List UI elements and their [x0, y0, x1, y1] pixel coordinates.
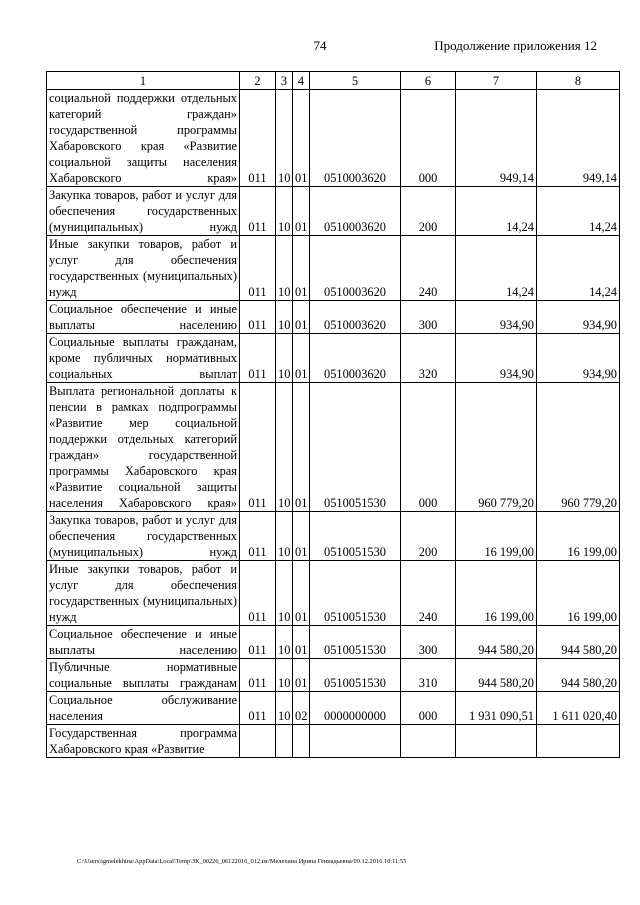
section-code: [276, 725, 293, 758]
amount-2018: 14,24: [537, 187, 620, 236]
column-header: 6: [401, 72, 456, 90]
table-row: [47, 561, 620, 626]
column-header: 4: [293, 72, 310, 90]
ministry-code: 011: [240, 334, 276, 383]
table-row: [47, 626, 620, 659]
target-article-code: [310, 725, 401, 758]
ministry-code: 011: [240, 659, 276, 692]
row-description: Государственная программа Хабаровского края «Развитие: [47, 725, 240, 758]
subsection-code: 01: [293, 561, 310, 626]
table-row: [47, 236, 620, 301]
section-code: 10: [276, 561, 293, 626]
subsection-code: 01: [293, 334, 310, 383]
expense-type-code: 000: [401, 90, 456, 187]
amount-2018: [537, 725, 620, 758]
section-code: 10: [276, 90, 293, 187]
subsection-code: 01: [293, 626, 310, 659]
expense-type-code: 200: [401, 512, 456, 561]
table-row: [47, 334, 620, 383]
expense-type-code: 300: [401, 301, 456, 334]
amount-2017: 944 580,20: [456, 626, 537, 659]
row-description: Публичные нормативные социальные выплаты гражданам: [47, 659, 240, 692]
table-row: [47, 187, 620, 236]
amount-2018: 944 580,20: [537, 659, 620, 692]
column-header: 8: [537, 72, 620, 90]
subsection-code: 01: [293, 236, 310, 301]
expense-type-code: 240: [401, 236, 456, 301]
ministry-code: 011: [240, 187, 276, 236]
expense-type-code: 320: [401, 334, 456, 383]
section-code: 10: [276, 512, 293, 561]
page-number: 74: [313, 38, 327, 53]
section-code: 10: [276, 236, 293, 301]
subsection-code: [293, 725, 310, 758]
section-code: 10: [276, 692, 293, 725]
column-header: 5: [310, 72, 401, 90]
section-code: 10: [276, 334, 293, 383]
file-path-footer: C:\Users\igmelekhina\AppData\Local\Temp\ЗК_00226_06122016_012.tsr/Мелехина Ирина Геннадьевна/09.12.2016 10:11:55: [77, 858, 407, 865]
appendix-continuation-label: Продолжение приложения 12: [434, 38, 597, 53]
target-article-code: 0510003620: [310, 301, 401, 334]
target-article-code: 0510051530: [310, 383, 401, 512]
target-article-code: 0510051530: [310, 561, 401, 626]
row-description: Социальное обслуживание населения: [47, 692, 240, 725]
row-description: Иные закупки товаров, работ и услуг для обеспечения государственных (муниципальных) нужд: [47, 236, 240, 301]
ministry-code: 011: [240, 692, 276, 725]
row-description: Закупка товаров, работ и услуг для обеспечения государственных (муниципальных) нужд: [47, 512, 240, 561]
expense-type-code: 310: [401, 659, 456, 692]
ministry-code: 011: [240, 626, 276, 659]
row-description: Закупка товаров, работ и услуг для обеспечения государственных (муниципальных) нужд: [47, 187, 240, 236]
subsection-code: 01: [293, 187, 310, 236]
expense-type-code: 240: [401, 561, 456, 626]
expense-type-code: [401, 725, 456, 758]
amount-2018: 944 580,20: [537, 626, 620, 659]
target-article-code: 0510003620: [310, 90, 401, 187]
table-row: [47, 301, 620, 334]
subsection-code: 01: [293, 659, 310, 692]
column-header: 7: [456, 72, 537, 90]
amount-2018: 14,24: [537, 236, 620, 301]
subsection-code: 01: [293, 90, 310, 187]
ministry-code: [240, 725, 276, 758]
section-code: 10: [276, 187, 293, 236]
row-description: Социальные выплаты гражданам, кроме публичных нормативных социальных выплат: [47, 334, 240, 383]
ministry-code: 011: [240, 512, 276, 561]
amount-2018: 16 199,00: [537, 512, 620, 561]
amount-2018: 16 199,00: [537, 561, 620, 626]
subsection-code: 01: [293, 383, 310, 512]
subsection-code: 01: [293, 301, 310, 334]
ministry-code: 011: [240, 383, 276, 512]
expense-type-code: 000: [401, 692, 456, 725]
table-row: [47, 725, 620, 758]
ministry-code: 011: [240, 301, 276, 334]
target-article-code: 0510003620: [310, 236, 401, 301]
table-row: [47, 512, 620, 561]
amount-2017: [456, 725, 537, 758]
column-header: 2: [240, 72, 276, 90]
expense-type-code: 000: [401, 383, 456, 512]
column-header: 1: [47, 72, 240, 90]
row-description: Выплата региональной доплаты к пенсии в рамках подпрограммы «Развитие мер социальной поддержки отдельных категорий граждан» государственной программы Хабаровского края «Развитие социальной защиты населения Хабаровского края»: [47, 383, 240, 512]
amount-2017: 16 199,00: [456, 561, 537, 626]
subsection-code: 02: [293, 692, 310, 725]
target-article-code: 0510051530: [310, 659, 401, 692]
expense-type-code: 300: [401, 626, 456, 659]
amount-2017: 1 931 090,51: [456, 692, 537, 725]
section-code: 10: [276, 626, 293, 659]
ministry-code: 011: [240, 236, 276, 301]
ministry-code: 011: [240, 561, 276, 626]
amount-2017: 934,90: [456, 301, 537, 334]
amount-2018: 934,90: [537, 301, 620, 334]
table-row: [47, 90, 620, 187]
table-row: [47, 659, 620, 692]
amount-2018: 949,14: [537, 90, 620, 187]
expense-type-code: 200: [401, 187, 456, 236]
budget-table: [46, 71, 620, 758]
amount-2017: 16 199,00: [456, 512, 537, 561]
amount-2017: 944 580,20: [456, 659, 537, 692]
row-description: Социальное обеспечение и иные выплаты населению: [47, 301, 240, 334]
section-code: 10: [276, 383, 293, 512]
amount-2018: 1 611 020,40: [537, 692, 620, 725]
subsection-code: 01: [293, 512, 310, 561]
target-article-code: 0000000000: [310, 692, 401, 725]
amount-2017: 960 779,20: [456, 383, 537, 512]
column-header: 3: [276, 72, 293, 90]
section-code: 10: [276, 659, 293, 692]
target-article-code: 0510003620: [310, 187, 401, 236]
amount-2017: 14,24: [456, 236, 537, 301]
target-article-code: 0510051530: [310, 512, 401, 561]
target-article-code: 0510051530: [310, 626, 401, 659]
amount-2018: 934,90: [537, 334, 620, 383]
ministry-code: 011: [240, 90, 276, 187]
table-header-row: [47, 72, 620, 90]
section-code: 10: [276, 301, 293, 334]
table-row: [47, 692, 620, 725]
amount-2018: 960 779,20: [537, 383, 620, 512]
row-description: социальной поддержки отдельных категорий граждан» государственной программы Хабаровского края «Развитие социальной защиты населения Хабаровского края»: [47, 90, 240, 187]
table-row: [47, 383, 620, 512]
amount-2017: 14,24: [456, 187, 537, 236]
amount-2017: 949,14: [456, 90, 537, 187]
row-description: Иные закупки товаров, работ и услуг для обеспечения государственных (муниципальных) нужд: [47, 561, 240, 626]
row-description: Социальное обеспечение и иные выплаты населению: [47, 626, 240, 659]
amount-2017: 934,90: [456, 334, 537, 383]
target-article-code: 0510003620: [310, 334, 401, 383]
